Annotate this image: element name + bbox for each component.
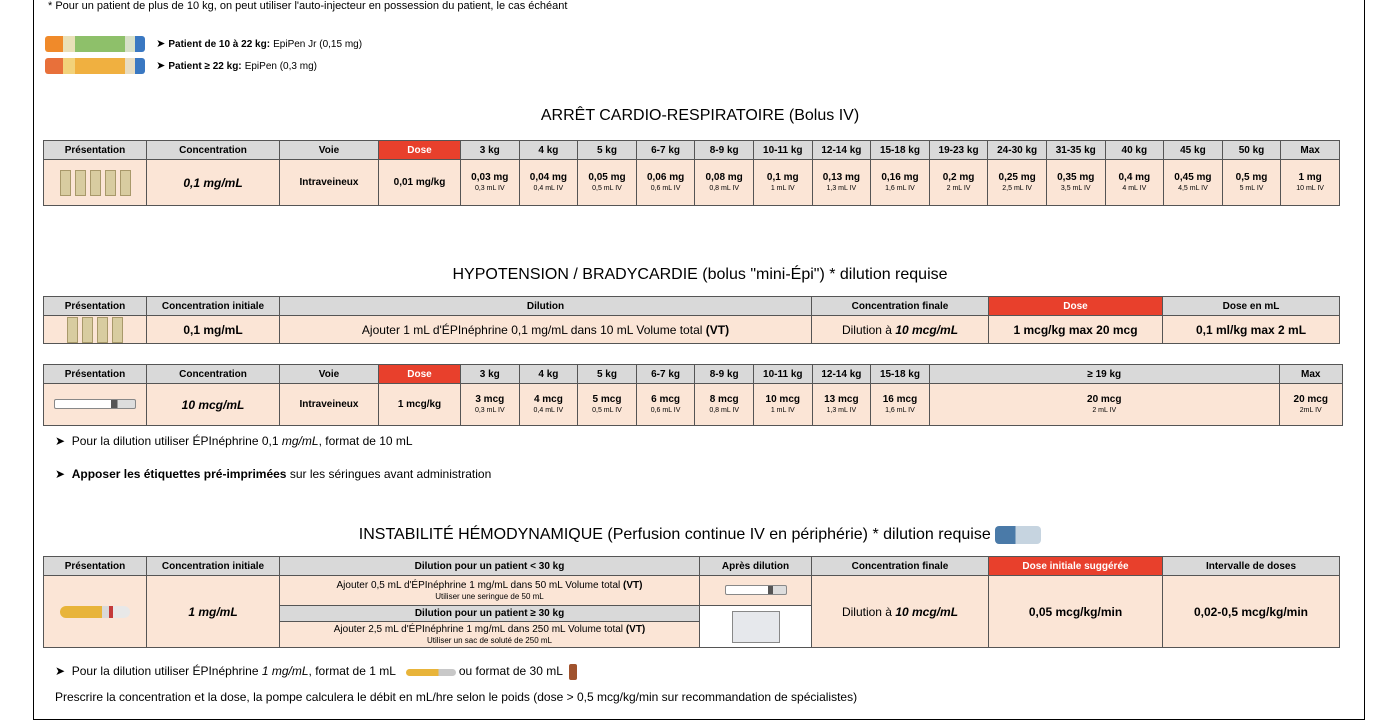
instab-presentation xyxy=(44,576,147,648)
instab-title: INSTABILITÉ HÉMODYNAMIQUE (Perfusion continue IV en périphérie) * dilution requise xyxy=(0,526,1400,544)
instab-dose-init: 0,05 mcg/kg/min xyxy=(989,576,1163,648)
instab-syringe-image xyxy=(700,576,812,606)
acr-header-11: 15-18 kg xyxy=(871,141,930,160)
hypo2-header-3: Dose xyxy=(379,365,461,384)
instab-note-2: Prescrire la concentration et la dose, la pompe calculera le débit en mL/hre selon le poids (dose > 0,5 mcg/kg/min sur recommandation de spécialistes) xyxy=(55,690,858,704)
acr-header-2: Voie xyxy=(280,141,379,160)
hypo2-presentation xyxy=(44,384,147,426)
hypo2-header-4: 3 kg xyxy=(461,365,520,384)
hypo1-header-5: Dose en mL xyxy=(1163,297,1340,316)
hypo2-dose-cell: 4 mcg 0,4 mL IV xyxy=(519,384,578,426)
instab-header-6: Intervalle de doses xyxy=(1163,557,1340,576)
hypo2-dose-cell: 20 mcg 2 mL IV xyxy=(929,384,1279,426)
acr-dose-cell: 0,05 mg 0,5 mL IV xyxy=(578,160,637,206)
hypo2-dose-cell: 5 mcg 0,5 mL IV xyxy=(578,384,637,426)
hypo-table-1 xyxy=(43,296,1340,344)
acr-dose-cell: 0,45 mg 4,5 mL IV xyxy=(1164,160,1223,206)
acr-header-6: 5 kg xyxy=(578,141,637,160)
acr-header-15: 40 kg xyxy=(1105,141,1164,160)
acr-header-18: Max xyxy=(1281,141,1340,160)
acr-dose-cell: 1 mg 10 mL IV xyxy=(1281,160,1340,206)
acr-dose-cell: 0,35 mg 3,5 mL IV xyxy=(1046,160,1105,206)
hypo2-header-2: Voie xyxy=(280,365,379,384)
instab-table xyxy=(43,556,1340,648)
acr-dose-cell: 0,04 mg 0,4 mL IV xyxy=(519,160,578,206)
acr-presentation xyxy=(44,160,147,206)
instab-header-2: Dilution pour un patient < 30 kg xyxy=(280,557,700,576)
hypo-title: HYPOTENSION / BRADYCARDIE (bolus "mini-Épi") * dilution requise xyxy=(452,266,948,283)
pump-image xyxy=(995,526,1041,544)
acr-dose-cell: 0,06 mg 0,6 mL IV xyxy=(636,160,695,206)
hypo1-header-0: Présentation xyxy=(44,297,147,316)
acr-dose-cell: 0,2 mg 2 mL IV xyxy=(929,160,988,206)
hypo1-header-2: Dilution xyxy=(280,297,812,316)
acr-header-10: 12-14 kg xyxy=(812,141,871,160)
hypo-dose-ml: 0,1 ml/kg max 2 mL xyxy=(1163,316,1340,344)
hypo2-dose-cell: 3 mcg 0,3 mL IV xyxy=(461,384,520,426)
hypo2-dose-cell: 16 mcg 1,6 mL IV xyxy=(871,384,930,426)
acr-title: ARRÊT CARDIO-RESPIRATOIRE (Bolus IV) xyxy=(540,107,860,124)
acr-concentration: 0,1 mg/mL xyxy=(147,160,280,206)
acr-dose-cell: 0,03 mg 0,3 mL IV xyxy=(461,160,520,206)
hypo1-header-3: Concentration finale xyxy=(812,297,989,316)
acr-header-9: 10-11 kg xyxy=(753,141,812,160)
hypo-note-1: ➤ Pour la dilution utiliser ÉPInéphrine 0,1 mg/mL, format de 10 mL xyxy=(55,434,413,448)
hypo2-header-1: Concentration xyxy=(147,365,280,384)
acr-header-14: 31-35 kg xyxy=(1046,141,1105,160)
epipen-jr-image xyxy=(45,36,145,52)
hypo-dose: 1 mcg/kg max 20 mcg xyxy=(989,316,1163,344)
instab-bag-image xyxy=(700,606,812,648)
hypo2-dose-cell: 6 mcg 0,6 mL IV xyxy=(636,384,695,426)
instab-dilution-2: Ajouter 2,5 mL d'ÉPInéphrine 1 mg/mL dans 250 mL Volume total (VT) Utiliser un sac de soluté de 250 mL xyxy=(280,622,700,648)
instab-header-4: Concentration finale xyxy=(812,557,989,576)
epipen-image xyxy=(45,58,145,74)
acr-dose-cell: 0,13 mg 1,3 mL IV xyxy=(812,160,871,206)
hypo2-dose: 1 mcg/kg xyxy=(379,384,461,426)
instab-header-3: Après dilution xyxy=(700,557,812,576)
acr-header-7: 6-7 kg xyxy=(636,141,695,160)
acr-header-5: 4 kg xyxy=(519,141,578,160)
acr-dose-cell: 0,5 mg 5 mL IV xyxy=(1222,160,1281,206)
hypo2-header-7: 6-7 kg xyxy=(636,365,695,384)
hypo2-dose-cell: 8 mcg 0,8 mL IV xyxy=(695,384,754,426)
hypo2-header-0: Présentation xyxy=(44,365,147,384)
instab-header-1: Concentration initiale xyxy=(147,557,280,576)
hypo2-voie: Intraveineux xyxy=(280,384,379,426)
hypo2-header-5: 4 kg xyxy=(519,365,578,384)
hypo-note-2: ➤ Apposer les étiquettes pré-imprimées sur les séringues avant administration xyxy=(55,467,492,481)
hypo2-dose-cell: 20 mcg 2mL IV xyxy=(1279,384,1342,426)
hypo1-header-4: Dose xyxy=(989,297,1163,316)
instab-intervalle: 0,02-0,5 mcg/kg/min xyxy=(1163,576,1340,648)
hypo2-header-8: 8-9 kg xyxy=(695,365,754,384)
instab-note-1: ➤ Pour la dilution utiliser ÉPInéphrine 1 mg/mL, format de 1 mL ou format de 30 mL xyxy=(55,664,577,680)
acr-header-13: 24-30 kg xyxy=(988,141,1047,160)
acr-header-8: 8-9 kg xyxy=(695,141,754,160)
hypo2-header-9: 10-11 kg xyxy=(753,365,812,384)
hypo1-header-1: Concentration initiale xyxy=(147,297,280,316)
hypo2-header-6: 5 kg xyxy=(578,365,637,384)
hypo2-header-11: 15-18 kg xyxy=(871,365,930,384)
acr-table xyxy=(43,140,1340,206)
acr-header-3: Dose xyxy=(379,141,461,160)
hypo-presentation xyxy=(44,316,147,344)
instab-conc-final: Dilution à 10 mcg/mL xyxy=(812,576,989,648)
acr-dose-cell: 0,1 mg 1 mL IV xyxy=(753,160,812,206)
acr-dose: 0,01 mg/kg xyxy=(379,160,461,206)
epipen-row: ➤ Patient ≥ 22 kg: EpiPen (0,3 mg) xyxy=(45,58,317,74)
instab-header-0: Présentation xyxy=(44,557,147,576)
hypo-conc-final: Dilution à 10 mcg/mL xyxy=(812,316,989,344)
acr-header-17: 50 kg xyxy=(1222,141,1281,160)
hypo2-dose-cell: 13 mcg 1,3 mL IV xyxy=(812,384,871,426)
instab-header-5: Dose initiale suggérée xyxy=(989,557,1163,576)
acr-header-4: 3 kg xyxy=(461,141,520,160)
acr-header-0: Présentation xyxy=(44,141,147,160)
hypo-table-2 xyxy=(43,364,1343,426)
hypo2-header-13: Max xyxy=(1279,365,1342,384)
hypo-dilution: Ajouter 1 mL d'ÉPInéphrine 0,1 mg/mL dans 10 mL Volume total (VT) xyxy=(280,316,812,344)
acr-dose-cell: 0,25 mg 2,5 mL IV xyxy=(988,160,1047,206)
acr-header-16: 45 kg xyxy=(1164,141,1223,160)
hypo-conc-init: 0,1 mg/mL xyxy=(147,316,280,344)
epipen-jr-row: ➤ Patient de 10 à 22 kg: EpiPen Jr (0,15 mg) xyxy=(45,36,362,52)
acr-header-1: Concentration xyxy=(147,141,280,160)
hypo2-concentration: 10 mcg/mL xyxy=(147,384,280,426)
acr-voie: Intraveineux xyxy=(280,160,379,206)
acr-dose-cell: 0,16 mg 1,6 mL IV xyxy=(871,160,930,206)
acr-dose-cell: 0,08 mg 0,8 mL IV xyxy=(695,160,754,206)
instab-dilution-1: Ajouter 0,5 mL d'ÉPInéphrine 1 mg/mL dans 50 mL Volume total (VT) Utiliser une seringue de 50 mL xyxy=(280,576,700,606)
hypo2-dose-cell: 10 mcg 1 mL IV xyxy=(753,384,812,426)
instab-dilution-2-header: Dilution pour un patient ≥ 30 kg xyxy=(280,606,700,622)
instab-conc-init: 1 mg/mL xyxy=(147,576,280,648)
hypo2-header-12: ≥ 19 kg xyxy=(929,365,1279,384)
hypo2-header-10: 12-14 kg xyxy=(812,365,871,384)
acr-header-12: 19-23 kg xyxy=(929,141,988,160)
header-note: * Pour un patient de plus de 10 kg, on peut utiliser l'auto-injecteur en possession du patient, le cas échéant xyxy=(48,0,568,12)
acr-dose-cell: 0,4 mg 4 mL IV xyxy=(1105,160,1164,206)
